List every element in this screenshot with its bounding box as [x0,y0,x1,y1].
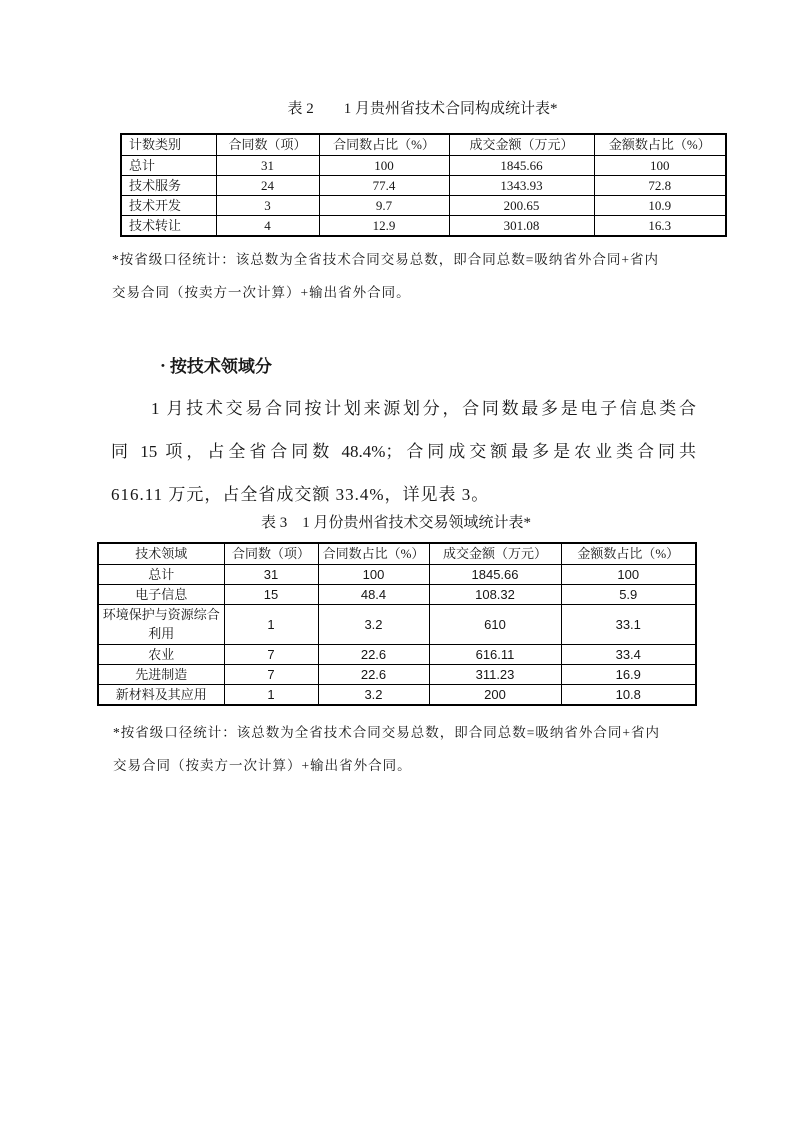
table-row [98,604,696,644]
table-cell: 200.65 [449,195,594,215]
table-row [98,664,696,684]
table-cell: 1 [224,604,318,644]
table-cell: 100 [561,564,696,584]
table-cell: 15 [224,584,318,604]
table-cell: 环境保护与资源综合利用 [98,604,224,644]
table3-header-row [98,543,696,564]
body-paragraph [111,387,696,516]
table-cell: 616.11 [429,644,561,664]
footnote-line: 交易合同（按卖方一次计算）+输出省外合同。 [112,285,411,300]
table-cell: 3.2 [318,684,429,705]
table-cell: 311.23 [429,664,561,684]
footnote-line: 交易合同（按卖方一次计算）+输出省外合同。 [113,758,412,773]
table3-body [98,564,696,705]
column-header: 合同数占比（%） [319,134,449,155]
table-cell: 5.9 [561,584,696,604]
table2 [120,133,727,237]
table-cell: 33.4 [561,644,696,664]
table-cell: 10.8 [561,684,696,705]
table-cell: 9.7 [319,195,449,215]
table-cell: 77.4 [319,175,449,195]
table-cell: 16.3 [594,215,726,236]
table-cell: 技术转让 [121,215,216,236]
table-cell: 48.4 [318,584,429,604]
table-cell: 技术服务 [121,175,216,195]
column-header: 技术领域 [98,543,224,564]
table-cell: 22.6 [318,664,429,684]
table-cell: 72.8 [594,175,726,195]
table-row [98,644,696,664]
table3-title: 表 3 1 月份贵州省技术交易领域统计表* [260,515,531,531]
table-row [121,195,726,215]
table-cell: 16.9 [561,664,696,684]
table-cell: 31 [216,155,319,175]
table3-footnote [113,716,733,782]
table-cell: 先进制造 [98,664,224,684]
table-cell: 33.1 [561,604,696,644]
table-cell: 7 [224,664,318,684]
table-cell: 1343.93 [449,175,594,195]
column-header: 成交金额（万元） [429,543,561,564]
table-cell: 108.32 [429,584,561,604]
table-cell: 100 [594,155,726,175]
table-cell: 3.2 [318,604,429,644]
section-heading-text: 按技术领域分 [169,357,272,376]
column-header: 计数类别 [121,134,216,155]
table-row [121,175,726,195]
table-cell: 1 [224,684,318,705]
table-cell: 31 [224,564,318,584]
table3 [97,542,697,706]
column-header: 金额数占比（%） [561,543,696,564]
table-cell: 100 [319,155,449,175]
table-cell: 4 [216,215,319,236]
bullet-icon: • [161,360,165,372]
table-cell: 10.9 [594,195,726,215]
table-row [98,564,696,584]
table-cell: 22.6 [318,644,429,664]
paragraph-line: 1 月技术交易合同按计划来源划分，合同数最多是电子信息类合 [151,399,696,418]
table-cell: 3 [216,195,319,215]
column-header: 成交金额（万元） [449,134,594,155]
table-row [121,215,726,236]
paragraph-line: 同 15 项，占全省合同数 48.4%；合同成交额最多是农业类合同共 [111,442,696,461]
table-row [121,155,726,175]
section-heading [161,355,272,378]
table2-header-row [121,134,726,155]
table2-footnote [112,243,732,309]
table-cell: 技术开发 [121,195,216,215]
paragraph-line: 616.11 万元，占全省成交额 33.4%，详见表 3。 [111,485,490,504]
column-header: 合同数（项） [224,543,318,564]
footnote-line: *按省级口径统计：该总数为全省技术合同交易总数，即合同总数=吸纳省外合同+省内 [113,725,660,740]
table-cell: 总计 [121,155,216,175]
table2-body [121,155,726,236]
table-cell: 1845.66 [449,155,594,175]
table-cell: 12.9 [319,215,449,236]
table-cell: 电子信息 [98,584,224,604]
table-cell: 新材料及其应用 [98,684,224,705]
table2-title: 表 2 1 月贵州省技术合同构成统计表* [287,101,558,117]
table-cell: 610 [429,604,561,644]
table-cell: 1845.66 [429,564,561,584]
footnote-line: *按省级口径统计：该总数为全省技术合同交易总数，即合同总数=吸纳省外合同+省内 [112,252,659,267]
column-header: 合同数（项） [216,134,319,155]
table-row [98,584,696,604]
table-cell: 总计 [98,564,224,584]
table-cell: 200 [429,684,561,705]
table-cell: 农业 [98,644,224,664]
column-header: 合同数占比（%） [318,543,429,564]
table-cell: 7 [224,644,318,664]
table-row [98,684,696,705]
table-cell: 301.08 [449,215,594,236]
column-header: 金额数占比（%） [594,134,726,155]
table-cell: 24 [216,175,319,195]
table-cell: 100 [318,564,429,584]
